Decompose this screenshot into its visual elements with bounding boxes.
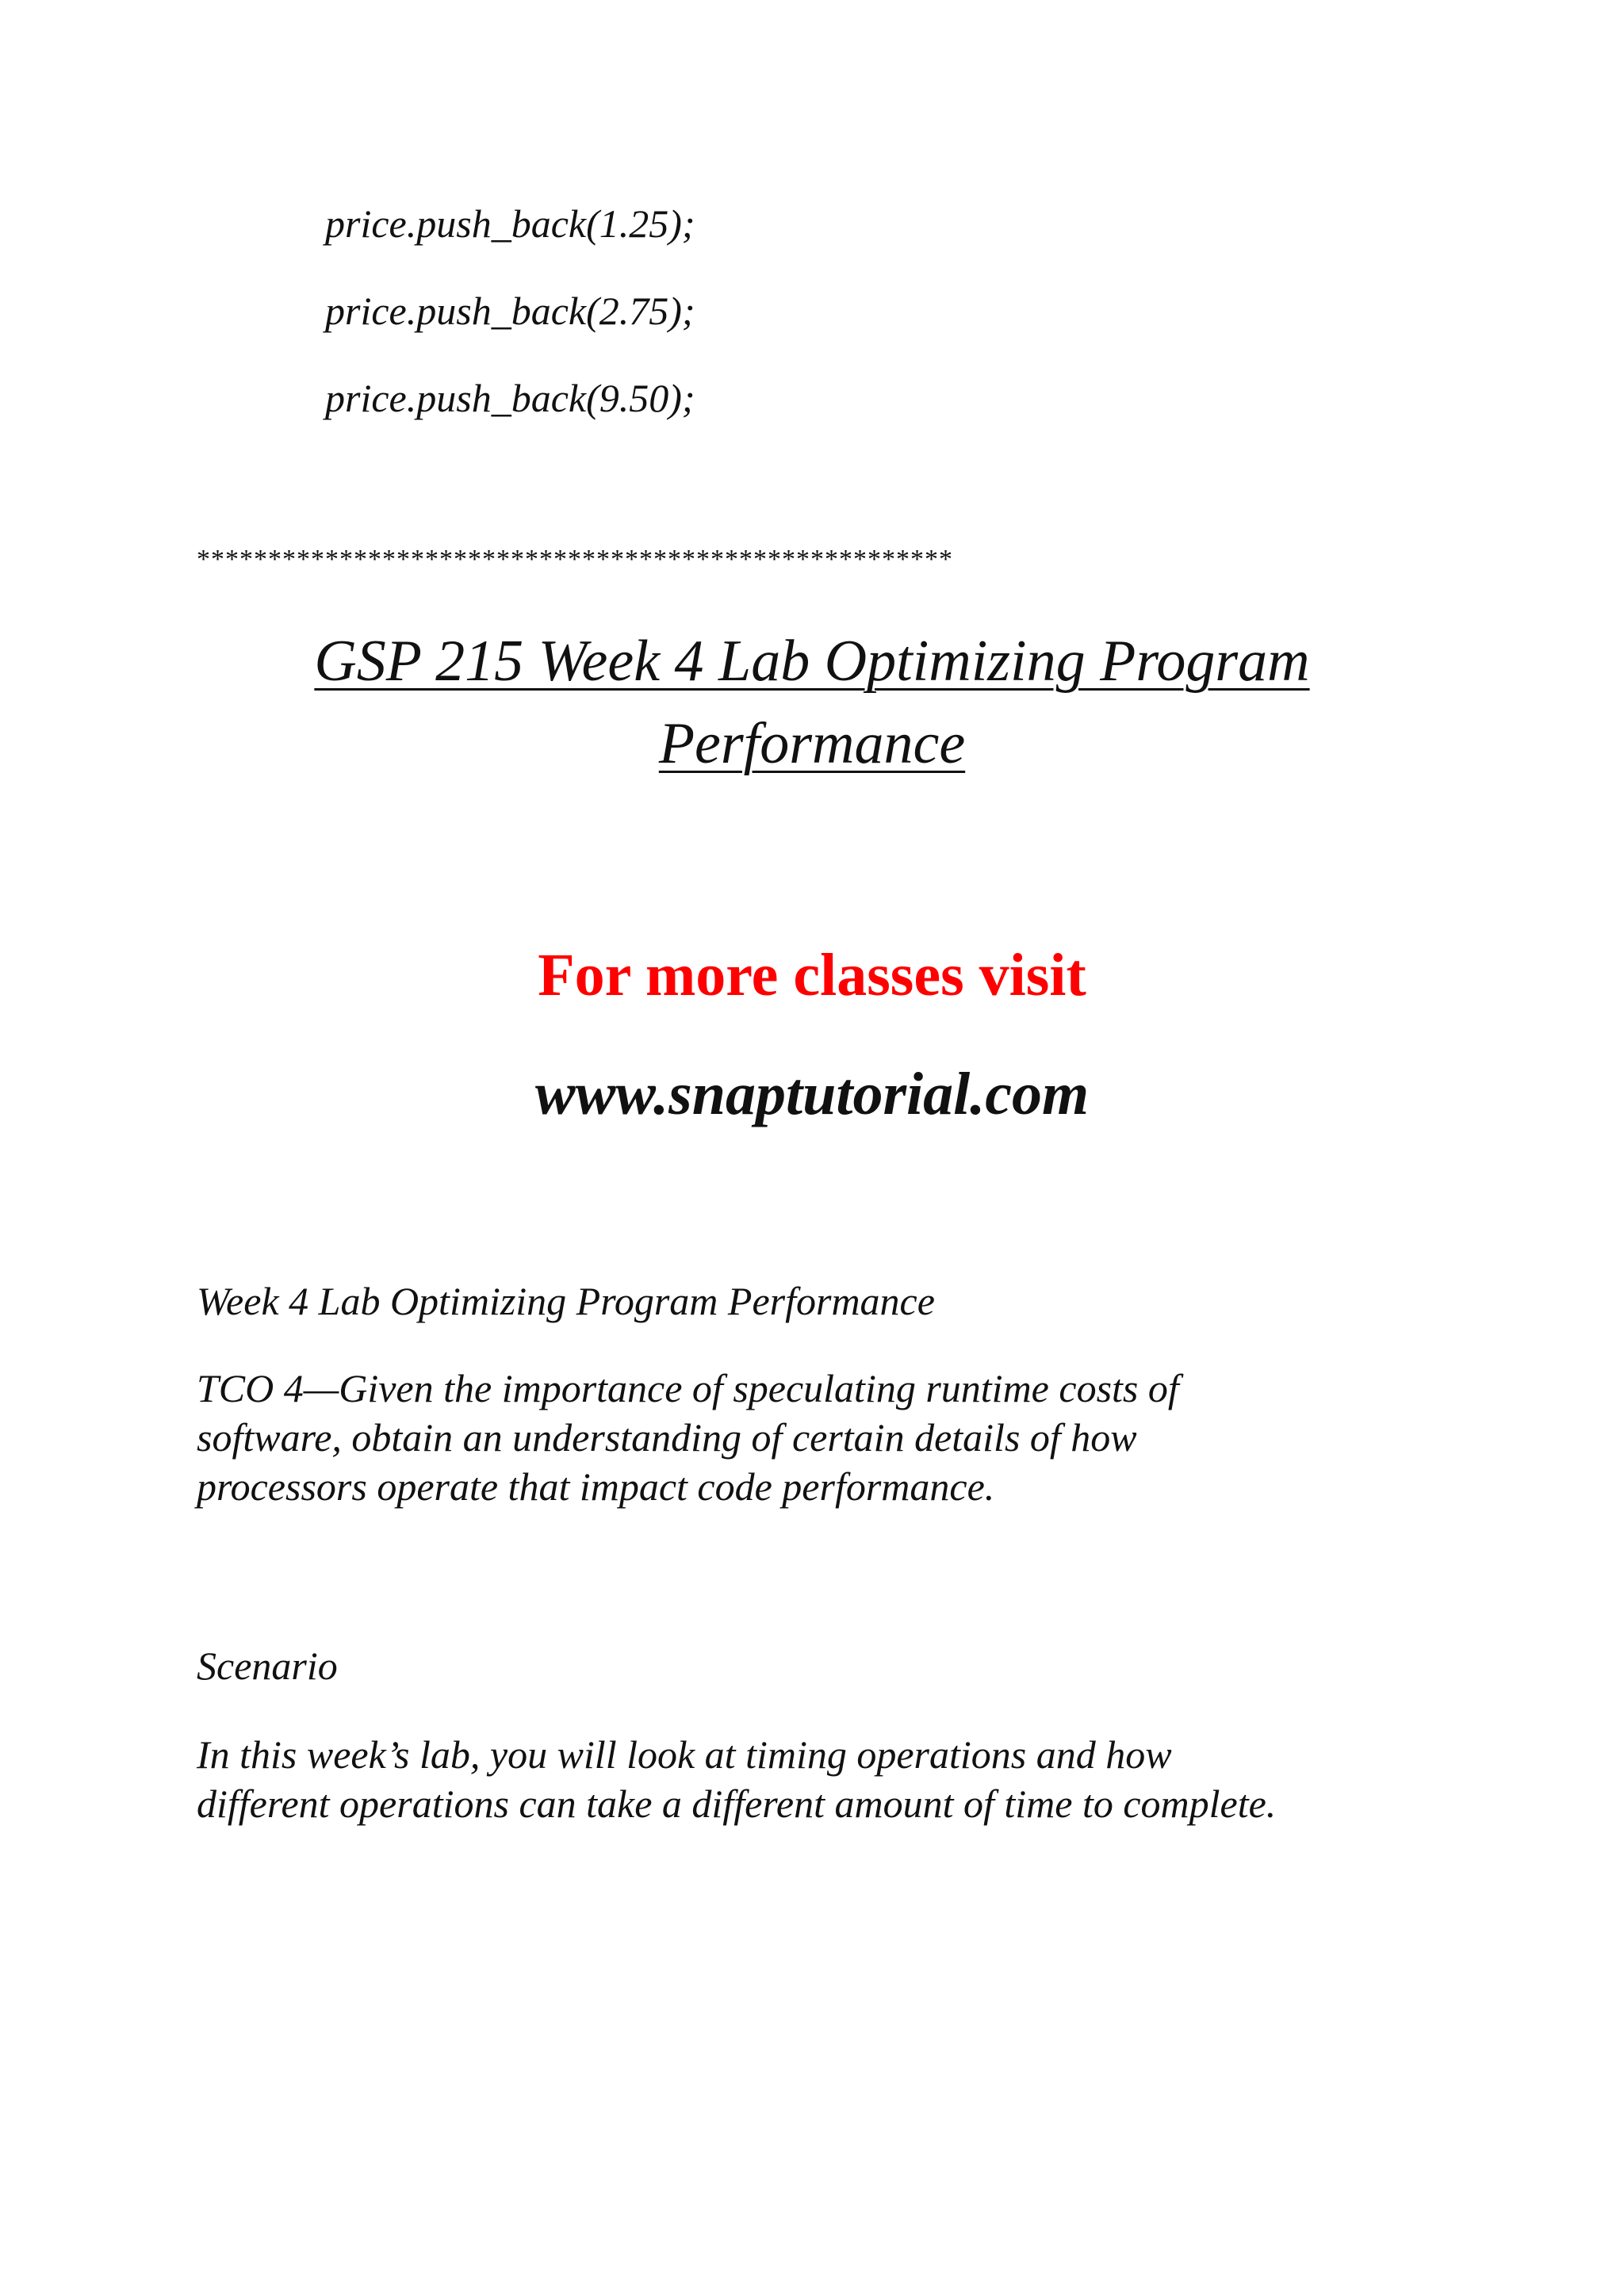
page-title-line-1: GSP 215 Week 4 Lab Optimizing Program [314,629,1310,694]
code-line-1: price.push_back(1.25); [325,201,695,246]
code-line-2: price.push_back(2.75); [325,289,695,333]
tco-line-3: processors operate that impact code performance. [197,1464,995,1509]
lab-heading: Week 4 Lab Optimizing Program Performance [197,1279,935,1323]
asterisk-separator: ***************************************************** [197,545,953,574]
code-line-3: price.push_back(9.50); [325,376,695,420]
scenario-paragraph [197,1730,1481,1828]
page-title-line-2: Performance [658,711,966,776]
promo-site: www.snaptutorial.com [534,1061,1090,1127]
tco-line-2: software, obtain an understanding of certain details of how [197,1415,1137,1460]
scenario-line-2: different operations can take a different amount of time to complete. [197,1781,1277,1826]
scenario-heading: Scenario [197,1644,338,1688]
scenario-line-1: In this week’s lab, you will look at timing operations and how [197,1732,1172,1777]
tco-line-1: TCO 4—Given the importance of speculating runtime costs of [197,1366,1179,1410]
page-title [0,620,1624,785]
tco-paragraph [197,1364,1434,1511]
promo-text: For more classes visit [538,942,1086,1008]
